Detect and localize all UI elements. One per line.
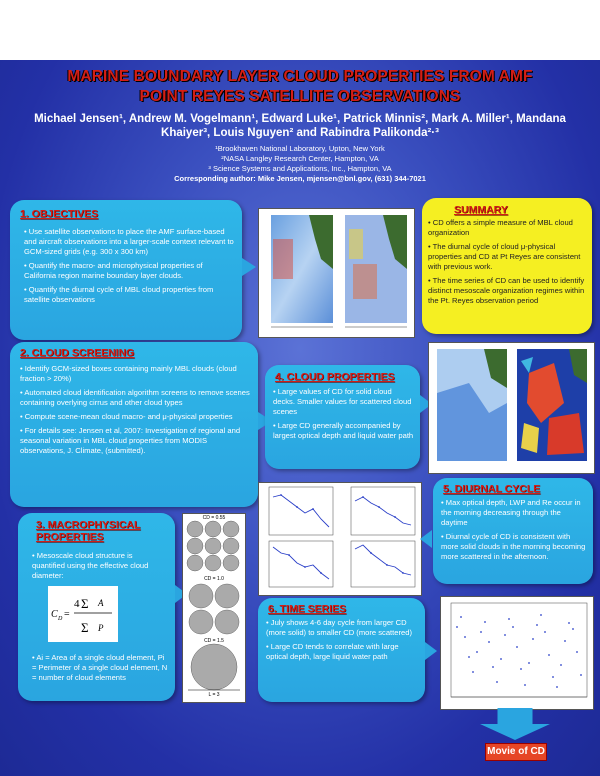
time-series-figure [440,596,594,710]
svg-text:=: = [64,609,70,620]
objectives-panel [10,200,242,340]
affiliation-2: ²NASA Langley Research Center, Hampton, VA [221,154,379,163]
summary-panel [422,198,592,334]
cloud-property-maps-figure [428,342,595,474]
objectives-item: • Quantify the diurnal cycle of MBL cloud properties from satellite observations [24,285,214,304]
screening-item: • Compute scene-mean cloud macro- and μ-physical properties [20,412,233,421]
diurnal-plots-figure [258,482,422,596]
diurnal-cycle-list [441,498,589,566]
cd-formula-image [48,586,118,642]
diurnal-cycle-item: • Diurnal cycle of CD is consistent with more solid clouds in the morning becoming more scattered in the afternoon. [441,532,586,561]
arrow-right-icon [425,642,437,660]
arrow-down-icon [480,708,550,740]
diurnal-cycle-item: • Max optical depth, LWP and Re occur in the morning decreasing through the daytime [441,498,581,527]
summary-list [428,218,588,310]
time-series-image [441,597,593,709]
time-series-item: • Large CD tends to correlate with large optical depth, large liquid water path [266,642,399,661]
objectives-list [24,227,234,309]
cloud-property-maps-image [429,343,594,473]
top-margin [0,0,600,60]
diurnal-plots-image [259,483,421,595]
affiliation-1: ¹Brookhaven National Laboratory, Upton, New York [215,144,385,153]
macrophysical-heading: 3. MACROPHYSICAL PROPERTIES [36,519,141,543]
svg-text:Σ: Σ [81,596,89,611]
cd-label: CD = 1.0 [204,576,224,582]
objectives-item: • Use satellite observations to place the AMF surface-based and aircraft observations into a larger-scale context relevant to GCM-sized grids (e.g. 300 x 300 km) [24,227,234,256]
summary-item: • CD offers a simple measure of MBL cloud organization [428,218,573,237]
cloud-properties-heading: 4. CLOUD PROPERTIES [275,371,395,383]
cd-formula [48,586,118,642]
authors-line2: Khaiyer³, Louis Nguyen² and Rabindra Palikonda²·³ [161,127,439,139]
scale-label: L = 3 [208,692,220,698]
author-list [20,112,580,140]
time-series-panel [258,598,425,702]
title-line1: MARINE BOUNDARY LAYER CLOUD PROPERTIES FROM AMF [67,68,533,85]
macrophysical-definitions: • Ai = Area of a single cloud element, Pi = Perimeter of a single cloud element, N = number of cloud elements [32,653,168,682]
screening-list [20,364,252,460]
cloud-properties-panel [265,365,420,469]
cloud-properties-item: • Large CD generally accompanied by largest optical depth and liquid water path [273,421,414,440]
summary-item: • The time series of CD can be used to identify distinct mesoscale organization regimes within the Pt. Reyes observation period [428,276,585,305]
authors-line1: Michael Jensen¹, Andrew M. Vogelmann¹, Edward Luke¹, Patrick Minnis², Mark A. Miller¹, Mandana [34,113,566,125]
screening-heading: 2. CLOUD SCREENING [20,347,135,359]
circle-arrays-image [183,514,245,702]
title-line2: POINT REYES SATELLITE OBSERVATIONS [139,88,461,105]
svg-text:C: C [51,609,58,620]
affiliation-3: ³ Science Systems and Applications, Inc., Hampton, VA [208,164,392,173]
svg-text:4: 4 [74,598,80,610]
contact-line: Corresponding author: Mike Jensen, mjensen@bnl.gov, (631) 344-7021 [174,174,426,183]
time-series-item: • July shows 4-6 day cycle from larger CD (more solid) to smaller CD (more scattered) [266,618,413,637]
time-series-heading: 6. TIME SERIES [268,603,347,615]
cd-label: CD = 0.55 [202,515,226,521]
cd-label: CD = 1.5 [204,638,224,644]
svg-text:P: P [98,623,104,633]
arrow-right-icon [242,258,256,276]
diurnal-cycle-heading: 5. DIURNAL CYCLE [443,483,541,495]
svg-text:D: D [58,616,63,622]
movie-button[interactable]: Movie of CD [485,743,547,761]
time-series-list [266,618,421,666]
macrophysical-panel [18,513,175,701]
summary-item: • The diurnal cycle of cloud μ-physical properties and CD at Pt Reyes are consistent with previous work. [428,242,581,271]
screening-item: • Identify GCM-sized boxes containing mainly MBL clouds (cloud fraction > 20%) [20,364,237,383]
objectives-heading: 1. OBJECTIVES [20,208,99,220]
svg-text:A: A [98,598,104,608]
macrophysical-intro: • Mesoscale cloud structure is quantified using the effective cloud diameter: [32,551,149,580]
cloud-properties-list [273,387,415,445]
svg-text:Σ: Σ [81,620,89,635]
satellite-map-figure [258,208,415,338]
cloud-circles-diagram [182,513,246,703]
screening-panel [10,342,258,507]
screening-item: • For details see: Jensen et al, 2007: Investigation of regional and seasonal variation in MBL cloud properties from MODIS observations, J. Climate, (submitted). [20,426,241,455]
arrow-left-icon [420,530,432,548]
summary-heading: SUMMARY [454,204,508,216]
screening-item: • Automated cloud identification algorithm screens to remove scenes containing overlying cirrus and other cloud types [20,388,250,407]
objectives-item: • Quantify the macro- and microphysical properties of California region marine boundary layer clouds. [24,261,203,280]
satellite-map-image [259,209,414,337]
diurnal-cycle-panel [433,478,593,584]
cloud-properties-item: • Large values of CD for solid cloud decks. Smaller values for scattered cloud scenes [273,387,412,416]
